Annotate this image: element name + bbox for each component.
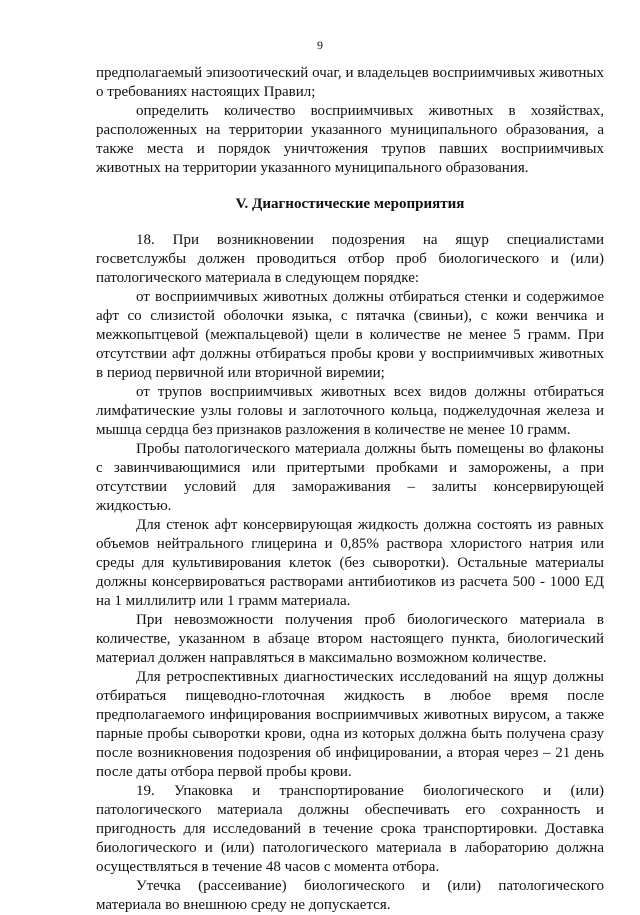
paragraph: Утечка (рассеивание) биологического и (или) патологического материала во внешнюю среду не допускается. xyxy=(96,878,604,913)
paragraph: определить количество восприимчивых животных в хозяйствах, расположенных на территории указанного муниципального образования, а также места и порядок уничтожения трупов павших восприимчивых животных на территории указанного муниципального образования. xyxy=(96,103,604,176)
paragraph: Пробы патологического материала должны быть помещены во флаконы с завинчивающимися или притертыми пробками и заморожены, а при отсутствии условий для замораживания – залиты консервирующей жидкостью. xyxy=(96,441,604,514)
document-body xyxy=(96,64,604,915)
paragraph-continuation: предполагаемый эпизоотический очаг, и владельцев восприимчивых животных о требованиях настоящих Правил; xyxy=(96,65,604,100)
page-number: 9 xyxy=(317,38,323,52)
paragraph: Для стенок афт консервирующая жидкость должна состоять из равных объемов нейтрального глицерина и 0,85% раствора хлористого натрия или среды для культивирования клеток (без сыворотки). Остальные материалы должны консервироваться растворами антибиотиков из расчета 500 - 1000 ЕД на 1 миллилитр или 1 грамм материала. xyxy=(96,517,604,609)
paragraph: 19. Упаковка и транспортирование биологического и (или) патологического материала должны обеспечивать его сохранность и пригодность для исследований в течение срока транспортировки. Доставка биологического и (или) патологического материала в лабораторию должна осуществляться в течение 48 часов с момента отбора. xyxy=(96,783,604,875)
section-heading: V. Диагностические мероприятия xyxy=(235,196,465,212)
paragraph: от восприимчивых животных должны отбираться стенки и содержимое афт со слизистой оболочки языка, с пятачка (свиньи), с кожи венчика и межкопытцевой (межпальцевой) щели в количестве не менее 5 грамм. При отсутствии афт должны отбираться пробы крови у восприимчивых животных в период первичной или вторичной виремии; xyxy=(96,289,604,381)
paragraph: При невозможности получения проб биологического материала в количестве, указанном в абзаце втором настоящего пункта, биологический материал должен направляться в максимально возможном количестве. xyxy=(96,612,604,666)
paragraph: 18. При возникновении подозрения на ящур специалистами госветслужбы должен проводиться отбор проб биологического и (или) патологического материала в следующем порядке: xyxy=(96,232,604,286)
paragraph: Для ретроспективных диагностических исследований на ящур должны отбираться пищеводно-глоточная жидкость в любое время после предполагаемого инфицирования восприимчивых животных вирусом, а также парные пробы сыворотки крови, одна из которых должна быть получена сразу после возникновения подозрения об инфицировании, а вторая через – 21 день после даты отбора первой пробы крови. xyxy=(96,669,604,780)
paragraph: от трупов восприимчивых животных всех видов должны отбираться лимфатические узлы головы и заглоточного кольца, поджелудочная железа и мышца сердца без признаков разложения в количестве не менее 10 грамм. xyxy=(96,384,604,438)
